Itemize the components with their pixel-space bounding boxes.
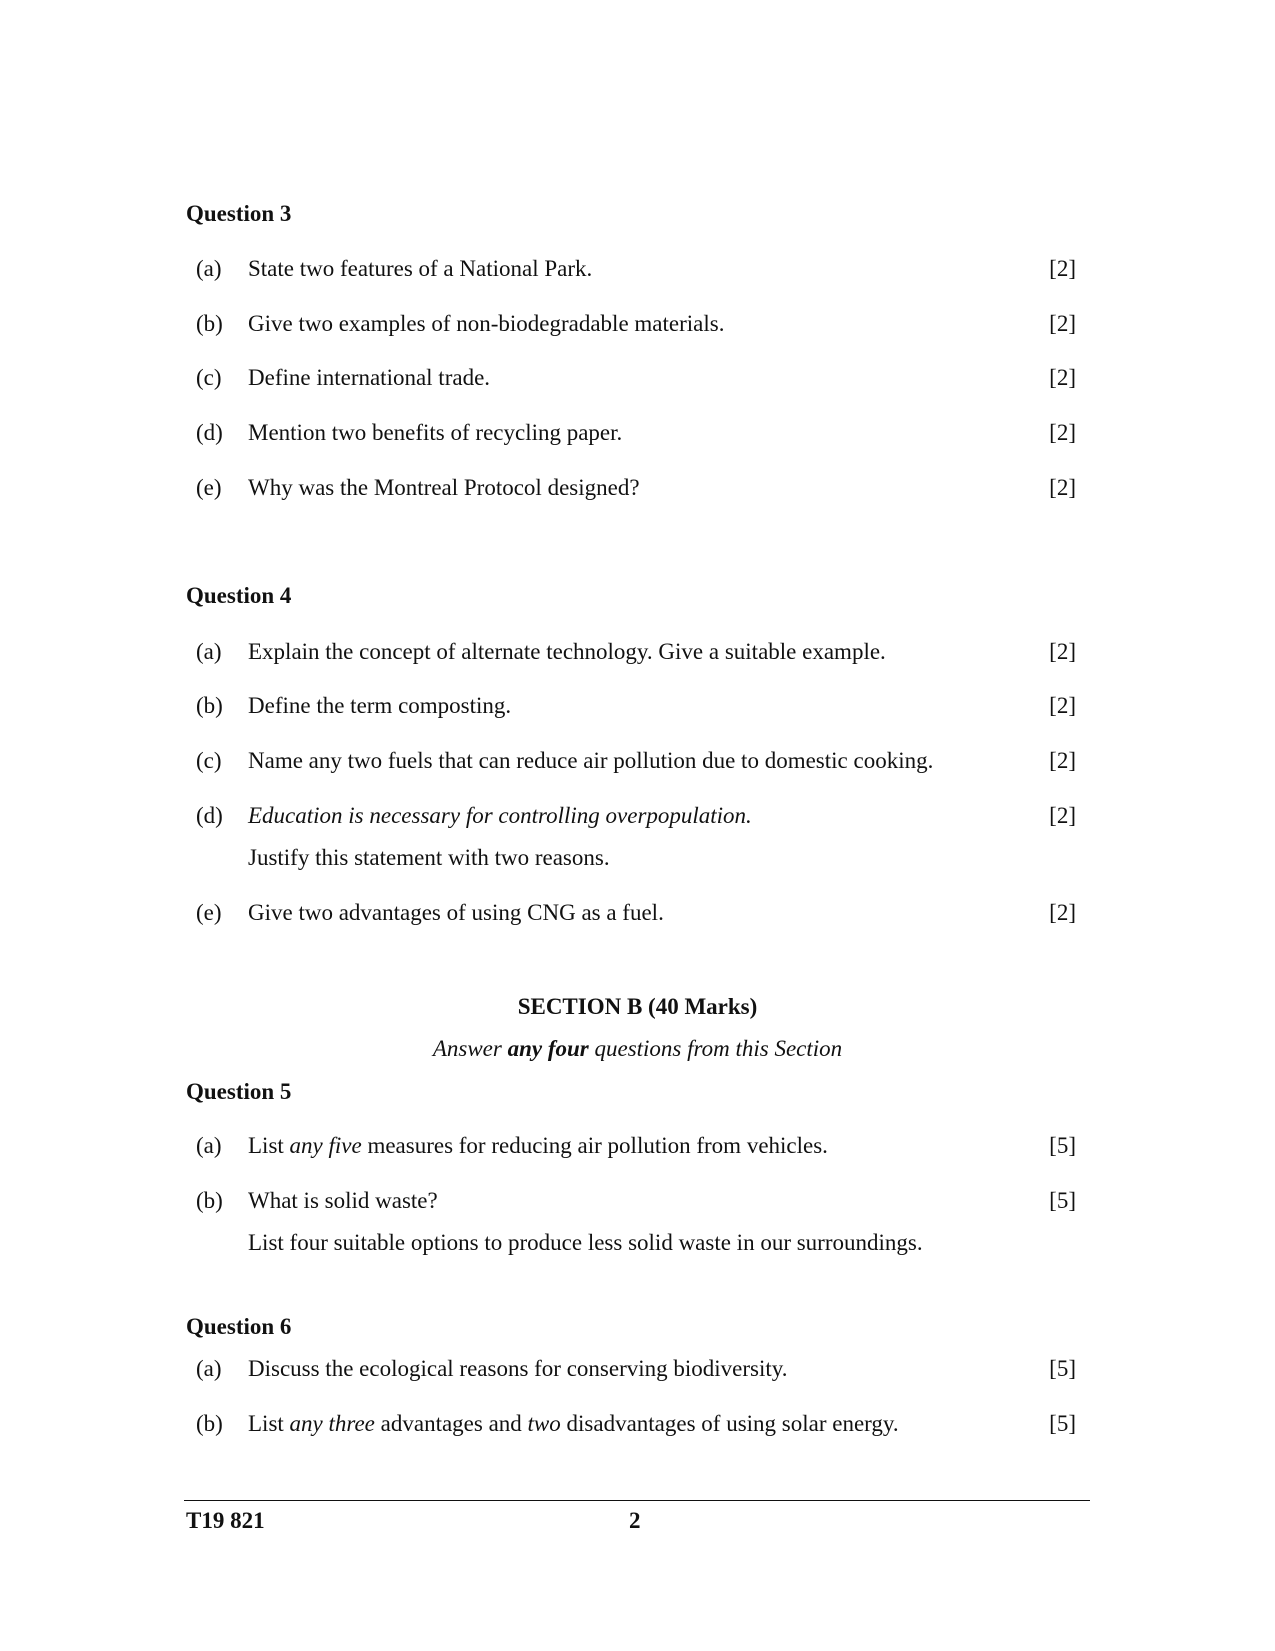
- marks-label: [2]: [1049, 693, 1076, 718]
- marks-label: [2]: [1049, 420, 1076, 445]
- part-letter: (a): [196, 1133, 222, 1158]
- part-letter: (a): [196, 1356, 222, 1381]
- marks-label: [5]: [1049, 1411, 1076, 1436]
- part-text: Why was the Montreal Protocol designed?: [248, 475, 640, 500]
- part-text: Name any two fuels that can reduce air pollution due to domestic cooking.: [248, 748, 934, 773]
- marks-label: [2]: [1049, 803, 1076, 828]
- marks-label: [2]: [1049, 475, 1076, 500]
- marks-label: [2]: [1049, 900, 1076, 925]
- part-text: Discuss the ecological reasons for conserving biodiversity.: [248, 1356, 788, 1381]
- part-text: Explain the concept of alternate technology. Give a suitable example.: [248, 639, 886, 664]
- part-letter: (e): [196, 900, 222, 925]
- page-number: 2: [629, 1508, 641, 1533]
- marks-label: [2]: [1049, 639, 1076, 664]
- part-letter: (a): [196, 639, 222, 664]
- question-3-heading: Question 3: [186, 201, 292, 226]
- part-letter: (d): [196, 803, 223, 828]
- part-letter: (b): [196, 311, 223, 336]
- part-text: Give two examples of non-biodegradable materials.: [248, 311, 725, 336]
- question-5b-continuation: List four suitable options to produce less solid waste in our surroundings.: [248, 1230, 923, 1255]
- part-text: Define international trade.: [248, 365, 491, 390]
- part-letter: (c): [196, 748, 222, 773]
- section-b-title: SECTION B (40 Marks): [517, 994, 758, 1019]
- part-text: Give two advantages of using CNG as a fuel.: [248, 900, 664, 925]
- part-text: State two features of a National Park.: [248, 256, 593, 281]
- part-letter: (d): [196, 420, 223, 445]
- marks-label: [2]: [1049, 256, 1076, 281]
- marks-label: [2]: [1049, 748, 1076, 773]
- part-text: List any three advantages and two disadvantages of using solar energy.: [248, 1411, 899, 1436]
- part-letter: (b): [196, 1411, 223, 1436]
- footer-divider: [184, 1500, 1090, 1501]
- marks-label: [5]: [1049, 1356, 1076, 1381]
- question-4-heading: Question 4: [186, 583, 292, 608]
- section-b-instruction: [0, 1036, 1275, 1062]
- question-4d-continuation: Justify this statement with two reasons.: [248, 845, 610, 870]
- part-letter: (a): [196, 256, 222, 281]
- marks-label: [2]: [1049, 311, 1076, 336]
- instruction-text: Answer: [432, 1036, 508, 1061]
- marks-label: [2]: [1049, 365, 1076, 390]
- part-text: [248, 804, 752, 827]
- italic-statement: Education is necessary for controlling overpopulation.: [248, 803, 752, 828]
- part-letter: (e): [196, 475, 222, 500]
- part-letter: (b): [196, 1188, 223, 1213]
- paper-code: T19 821: [186, 1508, 265, 1533]
- part-letter: (c): [196, 365, 222, 390]
- part-text: List any five measures for reducing air pollution from vehicles.: [248, 1133, 828, 1158]
- marks-label: [5]: [1049, 1188, 1076, 1213]
- part-text: Define the term composting.: [248, 693, 512, 718]
- instruction-emphasis: any four: [507, 1036, 589, 1061]
- question-6-heading: Question 6: [186, 1314, 292, 1339]
- part-text: What is solid waste?: [248, 1188, 438, 1213]
- instruction-text: questions from this Section: [588, 1036, 843, 1061]
- marks-label: [5]: [1049, 1133, 1076, 1158]
- question-5-heading: Question 5: [186, 1079, 292, 1104]
- part-text: Mention two benefits of recycling paper.: [248, 420, 623, 445]
- part-letter: (b): [196, 693, 223, 718]
